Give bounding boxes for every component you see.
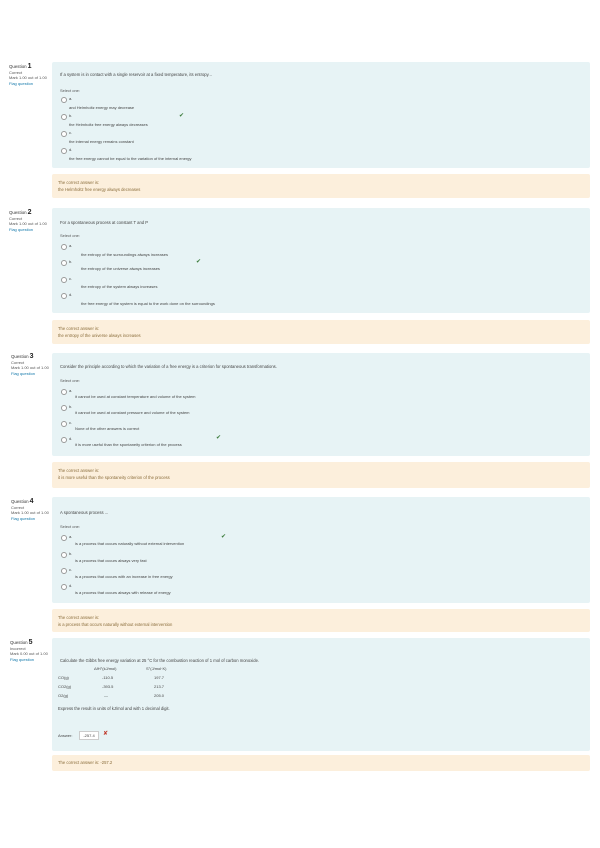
correct-check-icon: ✔ — [216, 435, 222, 441]
question-number: Question4 — [11, 498, 34, 505]
question-status: Correct — [9, 215, 23, 221]
radio-button[interactable] — [61, 584, 67, 590]
flag-question-link[interactable]: Flag question — [9, 80, 34, 86]
answer-input[interactable]: -257.4 — [79, 731, 99, 740]
question-text: A spontaneous process ... — [60, 510, 109, 515]
feedback-title: The correct answer is: — [58, 615, 100, 620]
question-info — [11, 499, 49, 521]
option-text: it is more useful than the spontaneity criterion of the process — [75, 442, 182, 447]
feedback-title: The correct answer is: -257.2 — [58, 760, 113, 765]
radio-button[interactable] — [61, 114, 67, 120]
question-info — [9, 210, 47, 232]
question-mark: Mark 1.00 out of 1.00 — [9, 75, 47, 81]
radio-button[interactable] — [61, 131, 67, 137]
question-text: Calculate the Gibbs free energy variation at 25 °C for the combustion reaction of 1 mol of carbon monoxide. — [60, 658, 260, 663]
option-text: is a process that occurs always very fast — [75, 558, 147, 563]
feedback-box — [52, 462, 590, 488]
option-text: the free energy cannot be equal to the variation of the internal energy — [69, 156, 192, 161]
question-status: Correct — [11, 359, 25, 365]
question-text: If a system is in contact with a single reservoir at a fixed temperature, its entropy... — [60, 72, 212, 77]
radio-button[interactable] — [61, 97, 67, 103]
feedback-title: The correct answer is: — [58, 326, 100, 331]
radio-button[interactable] — [61, 437, 67, 443]
flag-question-link[interactable]: Flag question — [9, 226, 34, 232]
option-text: it cannot be used at constant temperature and volume of the system — [75, 394, 196, 399]
question-content: If a system is in contact with a single reservoir at a fixed temperature, its entropy... Select one: a. and Helmholtz energy may decrease b. the Helmholtz free energy always decreases ✔ c. the internal energy remains constant d. the free energy cannot be equal to the variation of the internal energy — [52, 62, 590, 168]
question-status: Correct — [9, 69, 23, 75]
question-text: Consider the principle according to which the variation of a free energy is a criterion for spontaneous transformations. — [60, 364, 277, 369]
option-text: it cannot be used at constant pressure and volume of the system — [75, 410, 190, 415]
radio-button[interactable] — [61, 293, 67, 299]
select-one-label: Select one: — [60, 524, 81, 529]
radio-button[interactable] — [61, 244, 67, 250]
question-number: Question3 — [11, 353, 34, 360]
option-text: is a process that occurs with an increase in free energy — [75, 574, 173, 579]
question-number: Question2 — [9, 209, 32, 216]
question-content: Consider the principle according to which the variation of a free energy is a criterion for spontaneous transformations. Select one: a. it cannot be used at constant temperature and volume of the system b. it cannot be used at constant pressure and volume of the system c. None of the other answers is correct d. it is more useful than the spontaneity criterion of the process ✔ — [52, 353, 590, 456]
option-text: and Helmholtz energy may decrease — [69, 105, 135, 110]
flag-question-link[interactable]: Flag question — [11, 370, 36, 376]
option-text: None of the other answers is correct — [75, 426, 140, 431]
express-instruction: Express the result in units of kJ/mol and with 1 decimal digit. — [58, 706, 170, 711]
question-info — [10, 640, 48, 662]
feedback-box — [52, 755, 590, 771]
radio-button[interactable] — [61, 260, 67, 266]
option-text: the Helmholtz free energy always decreases — [69, 122, 148, 127]
option-text: the entropy of the surroundings always increases — [81, 252, 168, 257]
correct-check-icon: ✔ — [179, 113, 185, 119]
option-text: the internal energy remains constant — [69, 139, 134, 144]
question-status: Correct — [11, 504, 25, 510]
radio-button[interactable] — [61, 421, 67, 427]
select-one-label: Select one: — [60, 378, 81, 383]
feedback-box — [52, 320, 590, 344]
question-info — [11, 354, 49, 376]
option-text: is a process that occurs always with release of energy — [75, 590, 171, 595]
question-mark: Mark 0.00 out of 1.00 — [10, 651, 48, 657]
feedback-box — [52, 174, 590, 198]
radio-button[interactable] — [61, 535, 67, 541]
option-text: the entropy of the universe always increases — [81, 266, 160, 271]
feedback-title: The correct answer is: — [58, 468, 100, 473]
radio-button[interactable] — [61, 389, 67, 395]
question-status: Incorrect — [10, 645, 26, 651]
feedback-answer: the Helmholtz free energy always decreases — [58, 187, 141, 192]
question-number: Question5 — [10, 639, 33, 646]
select-one-label: Select one: — [60, 88, 81, 93]
feedback-box — [52, 609, 590, 632]
question-text: For a spontaneous process at constant T and P — [60, 220, 149, 225]
flag-question-link[interactable]: Flag question — [10, 656, 35, 662]
question-content: A spontaneous process ... Select one: a. is a process that occurs naturally without external intervention ✔ b. is a process that occurs always very fast c. is a process that occurs with an increase in free energy d. is a process that occurs always with release of energy — [52, 497, 590, 603]
question-mark: Mark 1.00 out of 1.00 — [9, 221, 47, 227]
option-text: is a process that occurs naturally without external intervention — [75, 541, 185, 546]
question-info — [9, 64, 47, 86]
flag-question-link[interactable]: Flag question — [11, 515, 36, 521]
feedback-answer: the entropy of the universe always increases — [58, 333, 141, 338]
feedback-title: The correct answer is: — [58, 180, 100, 185]
question-content: For a spontaneous process at constant T and P Select one: a. the entropy of the surroundings always increases b. the entropy of the universe always increases ✔ c. the entropy of the system always increases d. the free energy of the system is equal to the work done on the surroundings — [52, 208, 590, 313]
question-mark: Mark 1.00 out of 1.00 — [11, 510, 49, 516]
question-mark: Mark 1.00 out of 1.00 — [11, 365, 49, 371]
feedback-answer: it is more useful than the spontaneity criterion of the process — [58, 475, 170, 480]
radio-button[interactable] — [61, 148, 67, 154]
answer-label: Answer: — [58, 733, 73, 738]
feedback-answer: is a process that occurs naturally without external intervention — [58, 622, 173, 627]
select-one-label: Select one: — [60, 233, 81, 238]
radio-button[interactable] — [61, 552, 67, 558]
radio-button[interactable] — [61, 277, 67, 283]
correct-check-icon: ✔ — [196, 259, 202, 265]
radio-button[interactable] — [61, 568, 67, 574]
incorrect-x-icon: ✘ — [103, 731, 109, 737]
question-content: Calculate the Gibbs free energy variation at 25 °C for the combustion reaction of 1 mol of carbon monoxide. ΔfH°(kJ/mol) S°(J/mol·K) CO(g) -110.5 197.7 CO2(g) -393.5 213.7 O2(g) — 205.0 Express the result in units of kJ/mol and with 1 decimal digit. Answer: -257.4 ✘ — [52, 638, 590, 751]
correct-check-icon: ✔ — [221, 534, 227, 540]
radio-button[interactable] — [61, 405, 67, 411]
option-text: the free energy of the system is equal to the work done on the surroundings — [81, 301, 215, 306]
option-text: the entropy of the system always increases — [81, 284, 158, 289]
question-number: Question1 — [9, 63, 32, 70]
